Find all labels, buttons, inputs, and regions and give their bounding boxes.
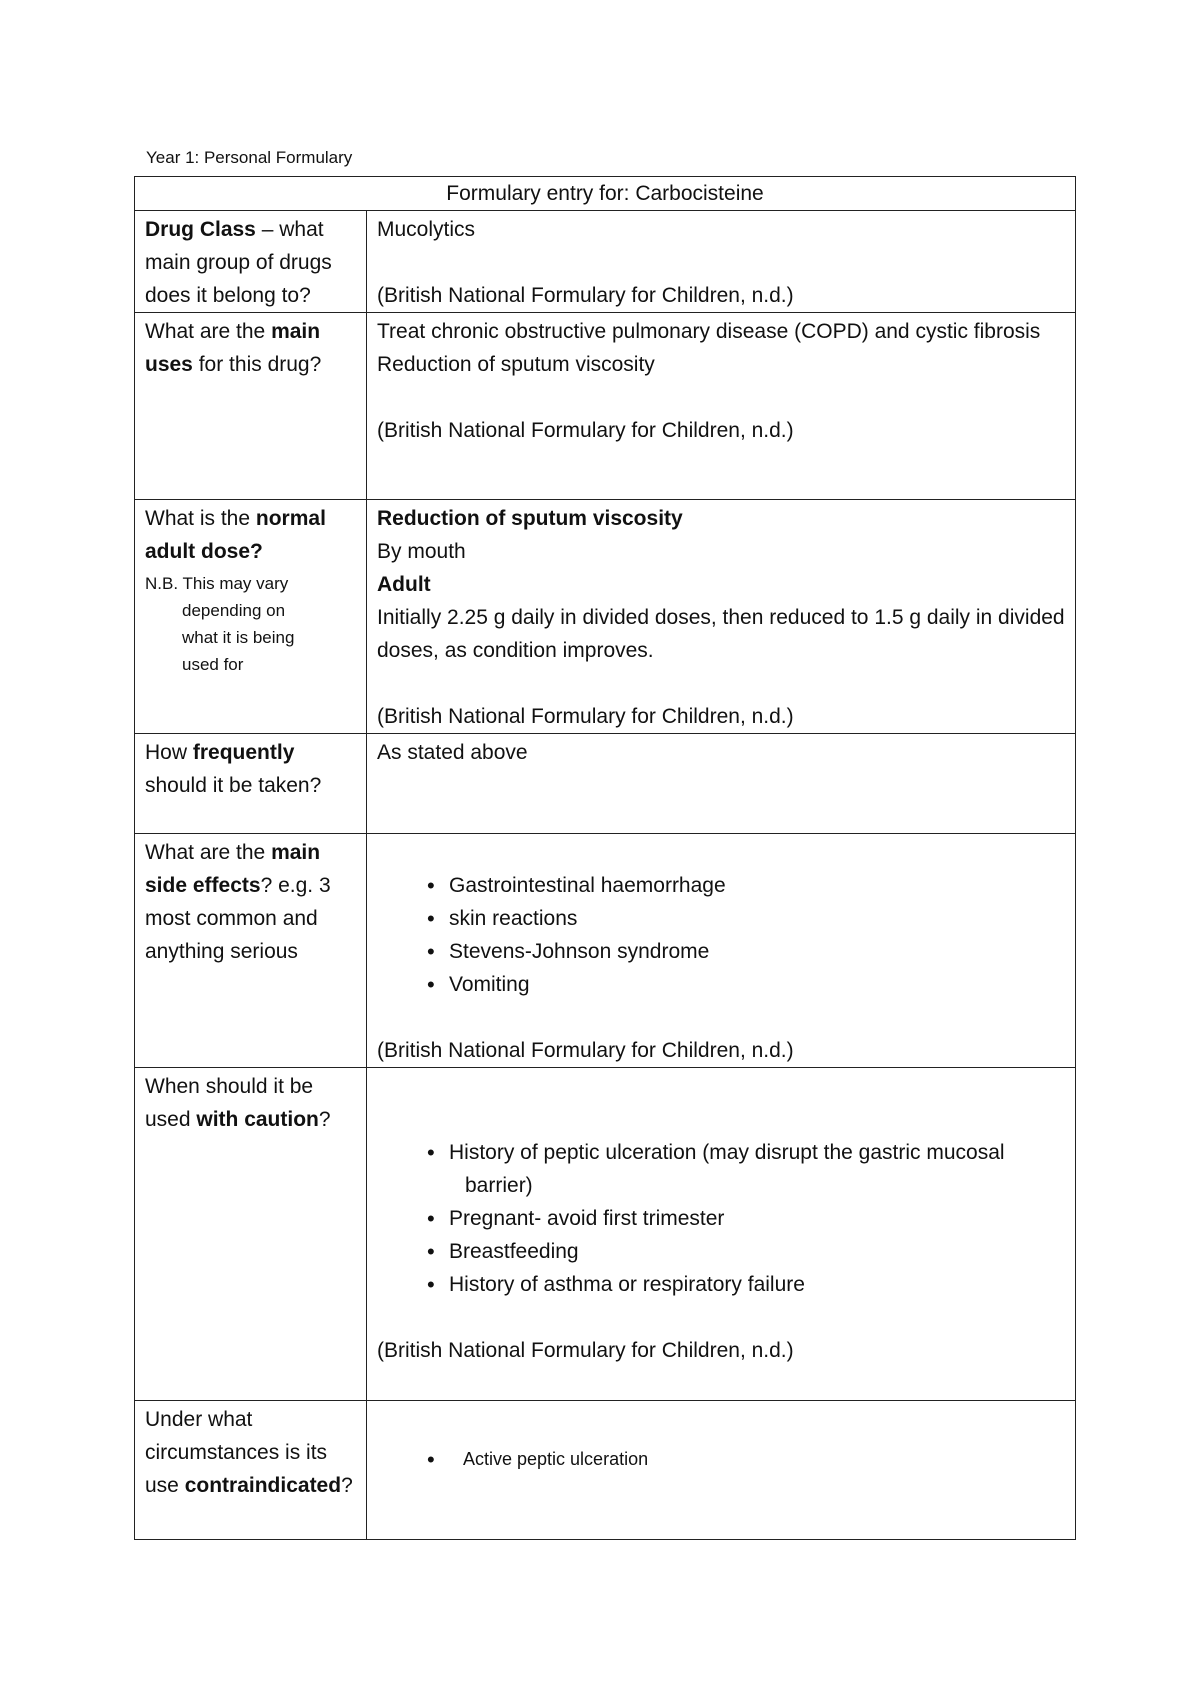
note-line: what it is being	[182, 628, 295, 647]
dose-group: Adult	[377, 573, 431, 596]
list-item: • Breastfeeding	[449, 1235, 1065, 1268]
table-row-side-effects	[135, 834, 1076, 1068]
question-normal-dose	[135, 500, 367, 734]
list-item: • Gastrointestinal haemorrhage	[449, 869, 1065, 902]
question-text: ?	[341, 1474, 353, 1497]
question-side-effects	[135, 834, 367, 1068]
answer-text: Mucolytics	[377, 218, 476, 241]
table-row-main-uses	[135, 313, 1076, 500]
question-text: – what main group of drugs does it belong to?	[145, 218, 332, 307]
answer-normal-dose	[367, 500, 1076, 734]
answer-frequency	[367, 734, 1076, 834]
list-item-text: barrier)	[465, 1174, 533, 1197]
list-item: • Stevens-Johnson syndrome	[449, 935, 1065, 968]
answer-side-effects	[367, 834, 1076, 1068]
table-row-contraindicated	[135, 1401, 1076, 1540]
question-text: What are the	[145, 320, 272, 343]
question-text: When should it be used	[145, 1075, 314, 1131]
question-text: Under what circumstances is its use	[145, 1408, 328, 1497]
question-caution	[135, 1068, 367, 1401]
list-item	[449, 1136, 1065, 1202]
question-text: What are the	[145, 841, 272, 864]
table-row-drug-class	[135, 211, 1076, 313]
table-row-frequency	[135, 734, 1076, 834]
question-text: What is the	[145, 507, 256, 530]
list-item: • Active peptic ulceration	[449, 1443, 1065, 1476]
answer-main-uses	[367, 313, 1076, 500]
list-item: • Vomiting	[449, 968, 1065, 1001]
question-text: How	[145, 741, 193, 764]
dose-note	[145, 570, 356, 678]
question-text: for this drug?	[192, 353, 322, 376]
note-line: N.B. This may vary	[145, 574, 289, 593]
reference: (British National Formulary for Children, n.d.)	[377, 1339, 794, 1362]
question-bold: Drug Class	[145, 218, 256, 241]
answer-line: Treat chronic obstructive pulmonary disease (COPD) and cystic fibrosis	[377, 320, 1041, 343]
table-row-caution	[135, 1068, 1076, 1401]
reference: (British National Formulary for Children, n.d.)	[377, 705, 794, 728]
question-bold: main uses	[145, 320, 321, 376]
answer-drug-class	[367, 211, 1076, 313]
note-line: used for	[182, 655, 244, 674]
table-row-normal-dose	[135, 500, 1076, 734]
question-bold: with caution	[196, 1108, 319, 1131]
dose-route: By mouth	[377, 540, 466, 563]
contraindicated-list	[377, 1443, 1065, 1476]
list-item: • History of asthma or respiratory failure	[449, 1268, 1065, 1301]
caution-list	[377, 1136, 1065, 1301]
question-bold: normal adult dose?	[145, 507, 326, 563]
question-bold: contraindicated	[184, 1474, 342, 1497]
reference: (British National Formulary for Children, n.d.)	[377, 284, 794, 307]
question-contraindicated	[135, 1401, 367, 1540]
question-text: should it be taken?	[145, 774, 322, 797]
list-item: • Pregnant- avoid first trimester	[449, 1202, 1065, 1235]
question-main-uses	[135, 313, 367, 500]
side-effects-list	[377, 869, 1065, 1001]
answer-contraindicated	[367, 1401, 1076, 1540]
question-frequency	[135, 734, 367, 834]
list-item-text: History of peptic ulceration (may disrupt the gastric mucosal	[449, 1141, 1005, 1164]
page-title: Year 1: Personal Formulary	[146, 148, 353, 167]
answer-line: Reduction of sputum viscosity	[377, 353, 655, 376]
answer-text: As stated above	[377, 741, 528, 764]
question-bold: frequently	[192, 741, 295, 764]
formulary-table	[134, 176, 1076, 1540]
reference: (British National Formulary for Children, n.d.)	[377, 419, 794, 442]
question-bold: main side effects	[145, 841, 321, 897]
list-item: • skin reactions	[449, 902, 1065, 935]
question-drug-class	[135, 211, 367, 313]
formulary-header: Formulary entry for: Carbocisteine	[135, 177, 1076, 211]
dose-text: Initially 2.25 g daily in divided doses, then reduced to 1.5 g daily in divided doses, as condition improves.	[377, 606, 1065, 662]
dose-heading: Reduction of sputum viscosity	[377, 507, 683, 530]
reference: (British National Formulary for Children, n.d.)	[377, 1039, 794, 1062]
question-text: ? e.g. 3 most common and anything serious	[145, 874, 331, 963]
note-line: depending on	[182, 601, 286, 620]
answer-caution	[367, 1068, 1076, 1401]
table-header-row	[135, 177, 1076, 211]
question-text: ?	[318, 1108, 331, 1131]
